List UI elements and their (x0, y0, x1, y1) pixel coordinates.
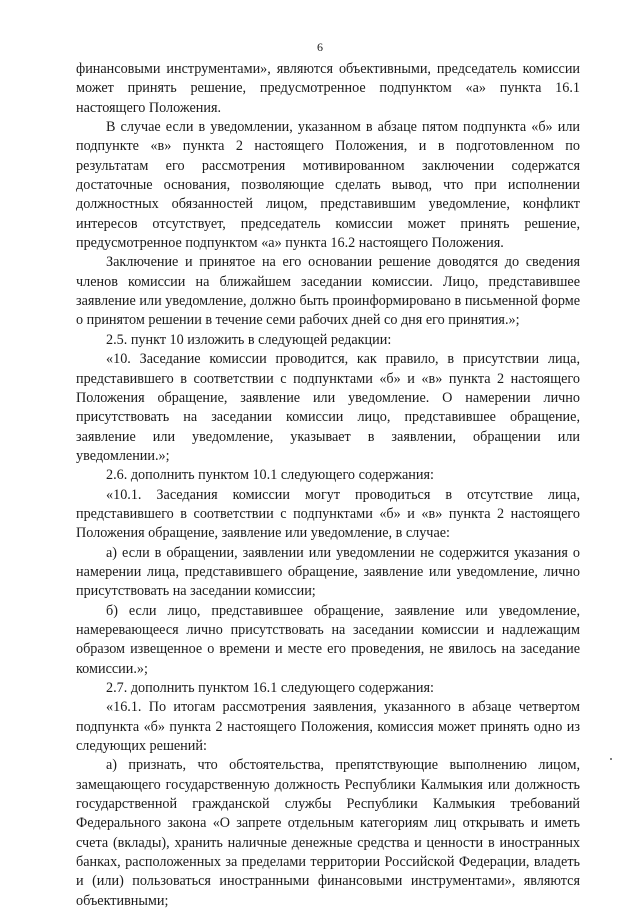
paragraph-clause-10: «10. Заседание комиссии проводится, как правило, в присутствии лица, представившего в соответствии с подпунктами «б» и «в» пункта 2 настоящего Положения обращение, заявление или уведомление. О намерении лично присутствовать на заседании комиссии лицо, представившее обращение, заявление или уведомление, указывает в заявлении, обращении или уведомлении.»; (76, 351, 580, 464)
paragraph-item-2-7: 2.7. дополнить пунктом 16.1 следующего содержания: (106, 680, 434, 696)
paragraph-continuation: финансовыми инструментами», являются объективными, председатель комиссии может принять решение, предусмотренное подпунктом «а» пункта 16.1 настоящего Положения. (76, 61, 580, 116)
paragraph-conclusion: Заключение и принятое на его основании решение доводятся до сведения членов комиссии на ближайшем заседании комиссии. Лицо, представившее заявление или уведомление, должно быть проинформировано в письменной форме о принятом решении в течение семи рабочих дней со дня его принятия.»; (76, 254, 580, 329)
page-number: 6 (317, 40, 323, 54)
paragraph-item-2-5: 2.5. пункт 10 изложить в следующей редакции: (106, 331, 392, 348)
paragraph-clause-10-1: «10.1. Заседания комиссии могут проводиться в отсутствие лица, представившего в соответствии с подпунктами «б» и «в» пункта 2 настоящего Положения обращение, заявление или уведомление, в случае: (76, 486, 580, 542)
paragraph-clause-16-1: «16.1. По итогам рассмотрения заявления, указанного в абзаце четвертом подпункта «б» пункта 2 настоящего Положения, комиссия может принять одно из следующих решений: (76, 699, 580, 755)
paragraph-subclause-b: б) если лицо, представившее обращение, заявление или уведомление, намеревающееся лично присутствовать на заседании комиссии и надлежащим образом извещенное о времени и месте его проведения, не явилось на заседание комиссии.»; (76, 602, 580, 677)
paragraph-item-2-6: 2.6. дополнить пунктом 10.1 следующего содержания: (106, 467, 434, 484)
paragraph-subclause-a: а) если в обращении, заявлении или уведомлении не содержится указания о намерении лица, представившего обращение, заявление или уведомление, лично присутствовать на заседании комиссии; (76, 544, 580, 600)
document-body (76, 60, 580, 911)
paragraph-decision-a: а) признать, что обстоятельства, препятствующие выполнению лицом, замещающего государственную должность Республики Калмыкия или должность государственной гражданской службы Республики Калмыкия требований Федерального закона «О запрете отдельным категориям лиц открывать и иметь счета (вклады), хранить наличные денежные средства и ценности в иностранных банках, расположенных за пределами территории Российской Федерации, владеть и (или) пользоваться иностранными финансовыми инструментами», являются объективными; (76, 757, 580, 909)
paragraph-notification-case: В случае если в уведомлении, указанном в абзаце пятом подпункта «б» или подпункте «в» пункта 2 настоящего Положения, и в подготовленном по результатам его рассмотрения мотивированном заключении содержатся достаточные основания, позволяющие сделать вывод, что при исполнении должностных обязанностей лицом, представившим уведомление, конфликт интересов отсутствует, председатель комиссии может принять решение, предусмотренное подпунктом «а» пункта 16.2 настоящего Положения. (76, 119, 580, 252)
scan-speck (610, 758, 612, 760)
